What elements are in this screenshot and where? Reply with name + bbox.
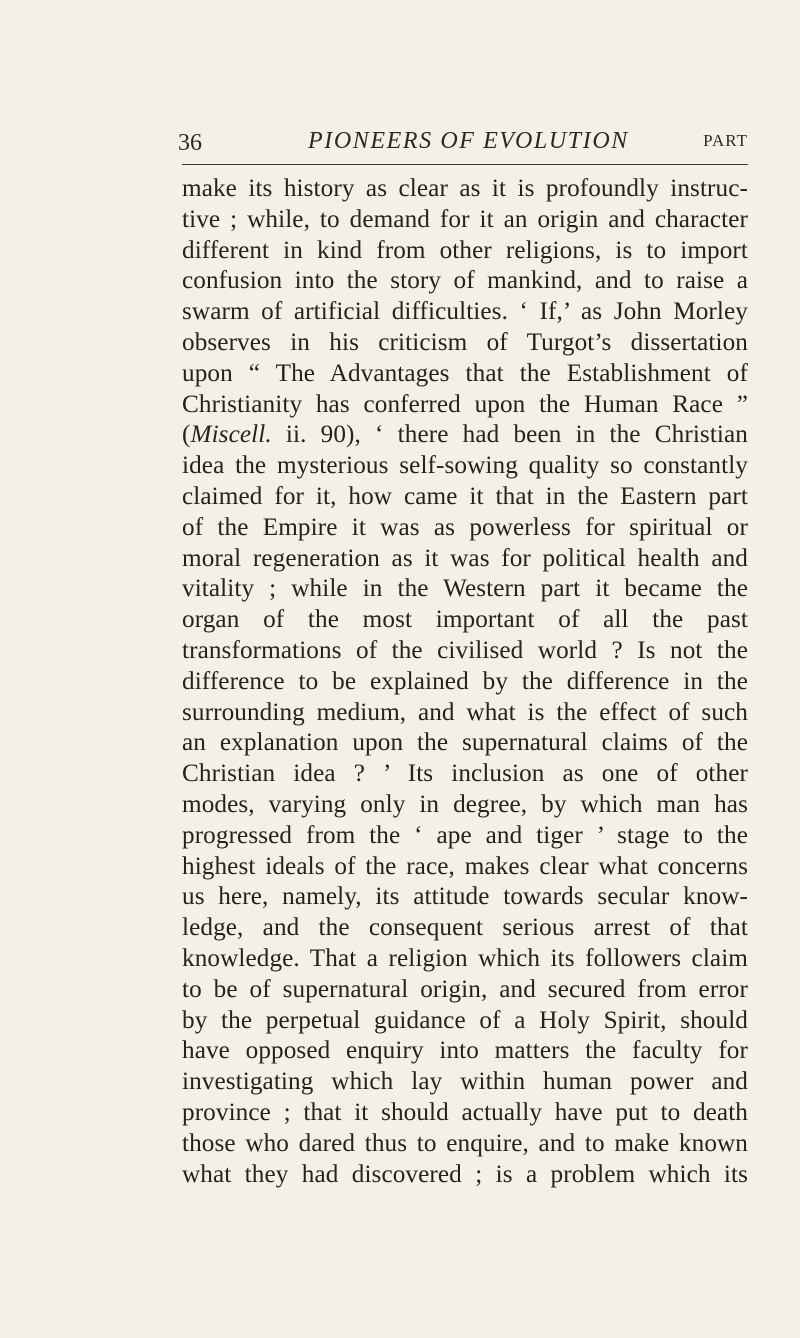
text-line: idea the mysterious self-sowing quality so constantly — [182, 452, 748, 480]
text-line: organ of the most important of all the past — [182, 606, 748, 634]
text-line: knowledge. That a religion which its followers claim — [182, 944, 748, 972]
text-line: vitality ; while in the Western part it became the — [182, 575, 748, 603]
text-line: different in kind from other religions, is to import — [182, 236, 748, 264]
text-line: swarm of artificial difficulties. ‘ If,’ as John Morley — [182, 298, 748, 326]
text-line: an explanation upon the supernatural claims of the — [182, 729, 748, 757]
text-line: to be of supernatural origin, and secured from error — [182, 975, 748, 1003]
text-line: claimed for it, how came it that in the Eastern part — [182, 482, 748, 510]
text-line: difference to be explained by the difference in the — [182, 667, 748, 695]
text-line: province ; that it should actually have put to death — [182, 1098, 748, 1126]
body-text — [182, 174, 748, 1190]
text-line: Christianity has conferred upon the Human Race ” — [182, 390, 748, 418]
text-line: make its history as clear as it is profoundly instruc- — [182, 175, 748, 202]
text-line: tive ; while, to demand for it an origin and character — [182, 205, 748, 233]
text-line: of the Empire it was as powerless for spiritual or — [182, 513, 748, 541]
page-number: 36 — [178, 130, 202, 156]
text-line: what they had discovered ; is a problem which its — [182, 1160, 748, 1188]
text-line: us here, namely, its attitude towards secular know- — [182, 883, 748, 911]
text-line: investigating which lay within human power and — [182, 1068, 748, 1096]
text-line: upon “ The Advantages that the Establishment of — [182, 359, 748, 387]
text-line: observes in his criticism of Turgot’s dissertation — [182, 328, 748, 356]
text-line: transformations of the civilised world ? Is not the — [182, 636, 748, 664]
text-line: highest ideals of the race, makes clear what concerns — [182, 852, 748, 880]
text-line: surrounding medium, and what is the effect of such — [182, 698, 748, 726]
text-line: confusion into the story of mankind, and to raise a — [182, 267, 748, 295]
page-header — [178, 118, 748, 164]
text-line: (Miscell. ii. 90), ‘ there had been in the Christian — [182, 421, 748, 449]
section-label: PART — [703, 131, 748, 150]
text-line: moral regeneration as it was for political health and — [182, 544, 748, 572]
running-title: PIONEERS OF EVOLUTION — [308, 128, 629, 154]
header-rule — [182, 164, 748, 165]
text-line: progressed from the ‘ ape and tiger ’ stage to the — [182, 821, 748, 849]
text-line: have opposed enquiry into matters the faculty for — [182, 1037, 748, 1065]
text-line: those who dared thus to enquire, and to make known — [182, 1129, 748, 1157]
text-line: modes, varying only in degree, by which man has — [182, 790, 748, 818]
text-line: ledge, and the consequent serious arrest of that — [182, 914, 748, 942]
text-line: Christian idea ? ’ Its inclusion as one of other — [182, 760, 748, 788]
text-line: by the perpetual guidance of a Holy Spirit, should — [182, 1006, 748, 1034]
